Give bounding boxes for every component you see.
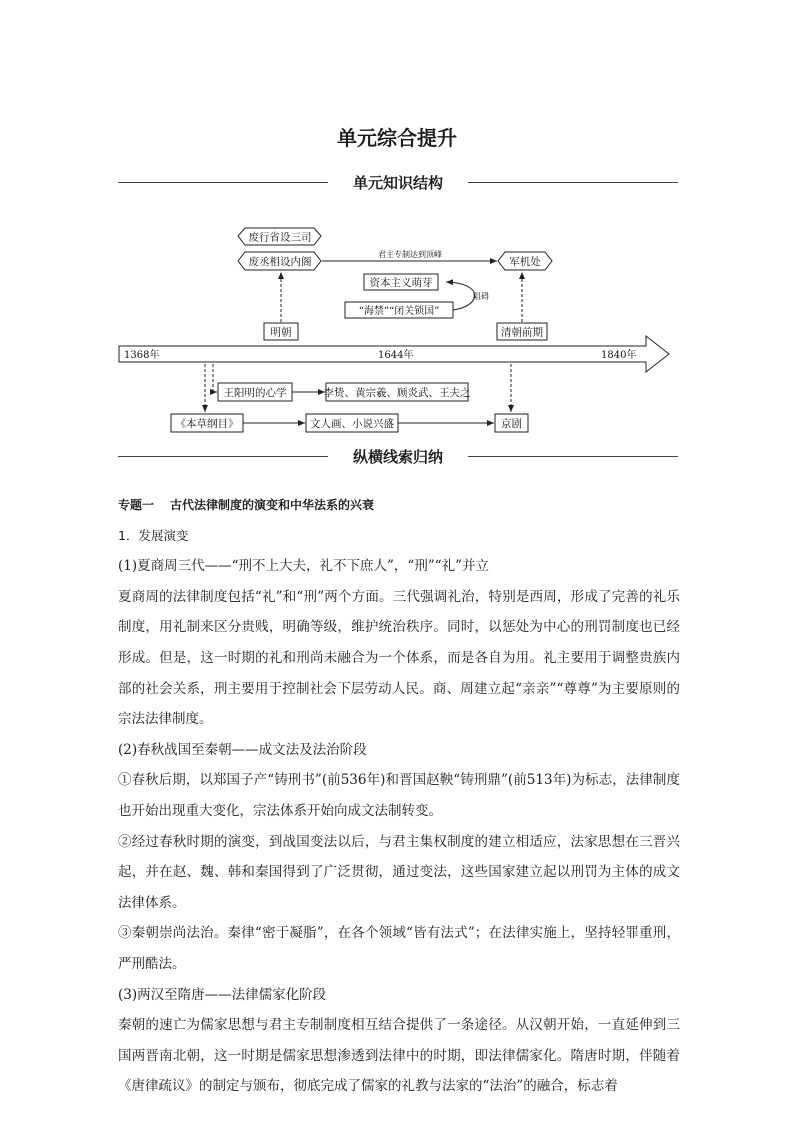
year-1840: 1840年 — [601, 350, 637, 361]
para-2-point-1: ①春秋后期，以郑国子产“铸刑书”(前536年)和晋国赵鞅“铸刑鼎”(前513年)为标志，法律制度也开始出现重大变化，宗法体系开始向成文法制转变。 — [118, 772, 680, 819]
para-2-point-3: ③秦朝崇尚法治。秦律“密于凝脂”，在各个领域“皆有法式”；在法律实施上，坚持轻罪重刑，严刑酷法。 — [118, 925, 680, 972]
label-thinkers: 李贽、黄宗羲、顾炎武、王夫之 — [323, 387, 471, 399]
label-jingju: 京剧 — [501, 418, 522, 430]
section-heading-summary — [118, 446, 678, 466]
para-1-body: 夏商周的法律制度包括“礼”和“刑”两个方面。三代强调礼治，特别是西周，形成了完善的礼乐制度，用礼制来区分贵贱，明确等级，维护统治秩序。同时，以惩处为中心的刑罚制度也已经形成。但是，这一时期的礼和刑尚未融合为一个体系，而是各自为用。礼主要用于调整贵族内部的社会关系，刑主要用于控制社会下层劳动人民。商、周建立起“亲亲”“尊尊”为主要原则的宗法法律制度。 — [118, 588, 680, 728]
box-fei-xing-sheng — [238, 228, 321, 245]
label-junzhu-peak: 君主专制达到顶峰 — [378, 250, 442, 259]
topic-number: 专题一 — [118, 498, 155, 512]
label-fei-xing-sheng: 废行省设三司 — [248, 231, 312, 244]
label-ming: 明朝 — [270, 326, 292, 339]
page-title: 单元综合提升 — [337, 126, 457, 150]
body-content — [118, 490, 680, 1102]
label-wenrenhua: 文人画、小说兴盛 — [310, 418, 394, 430]
year-1644: 1644年 — [378, 350, 414, 361]
knowledge-structure-diagram — [0, 0, 794, 440]
subheading-development: 1．发展演变 — [118, 527, 189, 543]
label-qing: 清朝前期 — [501, 326, 543, 339]
label-wang-yangming: 王阳明的心学 — [223, 387, 287, 399]
topic-title: 古代法律制度的演变和中华法系的兴衰 — [170, 498, 375, 512]
para-2-point-2: ②经过春秋时期的演变，到战国变法以后，与君主集权制度的建立相适应，法家思想在三晋兴起，并在赵、魏、韩和秦国得到了广泛贯彻，通过变法，这些国家建立起以刑罚为主体的成文法律体系。 — [118, 833, 680, 911]
para-3-title: (3)两汉至隋唐——法律儒家化阶段 — [118, 986, 327, 1003]
label-zibenzhuyi: 资本主义萌芽 — [369, 277, 433, 289]
label-bencao: 《本草纲目》 — [175, 418, 239, 430]
section-title-structure: 单元知识结构 — [352, 174, 443, 192]
box-junjichu — [498, 252, 552, 270]
para-3-body: 秦朝的速亡为儒家思想与君主专制制度相互结合提供了一条途径。从汉朝开始，一直延伸到三国两晋南北朝，这一时期是儒家思想渗透到法律中的时期，即法律儒家化。隋唐时期，伴随着《唐律疏议》的制定与颁布，彻底完成了儒家的礼教与法家的“法治”的融合，标志着 — [118, 1017, 680, 1095]
year-1368: 1368年 — [124, 350, 160, 361]
para-1-title: (1)夏商周三代——“刑不上大夫，礼不下庶人”，“刑”“礼”并立 — [118, 558, 490, 575]
label-zu-ai: 阻碍 — [473, 292, 489, 301]
label-junjichu: 军机处 — [509, 256, 541, 268]
label-haijin: “海禁”“闭关锁国” — [358, 306, 440, 317]
para-2-title: (2)春秋战国至秦朝——成文法及法治阶段 — [118, 741, 367, 758]
topic-heading — [118, 490, 680, 521]
section-title-summary: 纵横线索归纳 — [352, 448, 443, 466]
label-fei-cheng-xiang: 废丞相设内阁 — [248, 256, 312, 268]
box-fei-cheng-xiang — [238, 252, 321, 270]
